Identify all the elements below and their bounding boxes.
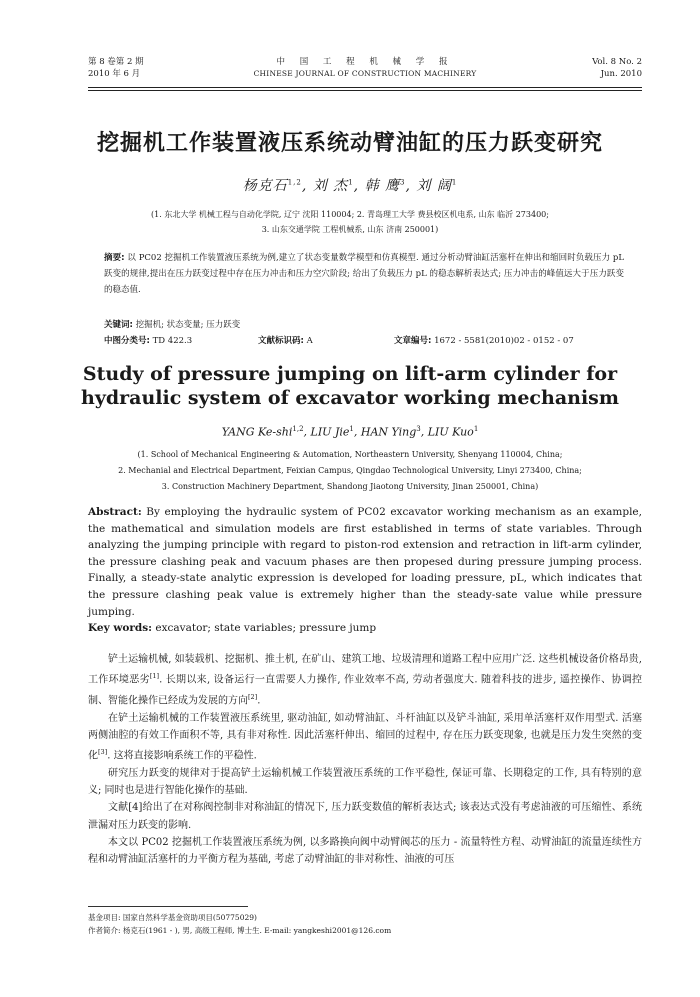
abstract-en <box>88 504 642 620</box>
footnote-rule <box>88 906 248 907</box>
date-cn: 2010 年 6 月 <box>88 69 141 79</box>
body-text <box>88 651 642 869</box>
affiliation-line: 3. 山东交通学院 工程机械系, 山东 济南 250001) <box>261 225 439 234</box>
keywords-en-text: excavator; state variables; pressure jump <box>155 622 377 634</box>
authors-cn: 杨克石$^{1,2}$, 刘 杰$^1$, 韩 鹰$^3$, 刘 阔$^1$ <box>242 178 458 194</box>
header-right <box>592 56 642 80</box>
title-en-line: hydraulic system of excavator working mechanism <box>81 387 619 409</box>
author-sup: 1 <box>451 178 458 187</box>
keywords-en <box>88 620 642 636</box>
body-paragraph: 铲土运输机械, 如装载机、挖掘机、推土机, 在矿山、建筑工地、垃圾清理和道路工程中应用广泛. 这些机械设备价格昂贵, 工作环境恶劣[1]. 长期以来, 设备运行一直需要人力操作, 作业效率不高, 劳动者强度大. 随着科技的进步, 遥控操作、协调控制、智能化操作已经成为发展的方向[2]. <box>88 654 642 707</box>
affiliations-en <box>0 447 700 495</box>
keywords-cn-text: 挖掘机; 状态变量; 压力跃变 <box>135 320 241 330</box>
article-number-value: 1672 - 5581(2010)02 - 0152 - 07 <box>434 336 574 346</box>
affiliation-line: (1. 东北大学 机械工程与自动化学院, 辽宁 沈阳 110004; 2. 青岛理工大学 费县校区机电系, 山东 临沂 273400; <box>151 210 549 219</box>
body-paragraph: 在铲土运输机械的工作装置液压系统里, 驱动油缸, 如动臂油缸、斗杆油缸以及铲斗油缸, 采用单活塞杆双作用型式. 活塞两侧油腔的有效工作面积不等, 具有非对称性. 因此活塞杆伸出、缩回的过程中, 存在压力跃变现象, 也就是压力发生突然的变化[3]. 这将直接影响系统工作的平稳性. <box>88 712 642 762</box>
affiliations-cn <box>0 207 700 237</box>
issue-cn: 第 8 卷第 2 期 <box>88 57 144 67</box>
citation: [1] <box>149 672 160 681</box>
journal-name-en: CHINESE JOURNAL OF CONSTRUCTION MACHINERY <box>253 69 477 78</box>
issue-en: Vol. 8 No. 2 <box>592 57 642 67</box>
clc-value: TD 422.3 <box>152 336 193 346</box>
author-en: HAN Ying <box>360 425 417 439</box>
title-en-line: Study of pressure jumping on lift-arm cylinder for <box>82 363 618 385</box>
author-en: YANG Ke-shi <box>221 425 293 439</box>
affiliation-line: 2. Mechanial and Electrical Department, Feixian Campus, Qingdao Technological University, Linyi 273400, China; <box>118 466 582 475</box>
abstract-en-label: Abstract: <box>88 506 142 518</box>
author-sup: 3 <box>416 425 421 433</box>
author-sup: 1,2 <box>292 425 304 433</box>
body-paragraph: 文献[4]给出了在对称阀控制非对称油缸的情况下, 压力跃变数值的解析表达式; 该表达式没有考虑油液的可压缩性、系统泄漏对压力跃变的影响. <box>88 802 642 831</box>
author-cn: 杨克石 <box>242 178 288 194</box>
clc-label: 中图分类号: <box>104 336 150 346</box>
author-cn: 韩 鹰 <box>364 178 401 194</box>
abstract-en-text: By employing the hydraulic system of PC02 excavator working mechanism as an example, the mathematical and simulation models are first established in terms of state variables. Through analyzing the jumping principle with regard to piston-rod extension and retraction in lift-arm cylinder, the pressure clashing peak and vacuum phases are then propesed during pressure jumping process. Finally, a steady-state analytic expression is developed for loading pressure, pL, which indicates that the pressure clashing peak value is extremely higher than the steady-sate value while pressure jumping. <box>88 506 642 618</box>
header-rule-thin <box>88 90 642 91</box>
author-en: LIU Jie <box>310 425 350 439</box>
author-sup: 1 <box>348 178 354 187</box>
title-en <box>40 362 660 410</box>
footnotes <box>88 911 642 937</box>
abstract-cn-text: 以 PC02 挖掘机工作装置液压系统为例,建立了状态变量数学模型和仿真模型. 通过分析动臂油缸活塞杆在伸出和缩回时负载压力 pL 跃变的规律,提出在压力跃变过程中存在压力冲击和压力空穴阶段; 给出了负载压力 pL 的稳态解析表达式; 压力冲击的峰值远大于压力跃变的稳态值. <box>104 253 625 295</box>
author-cn: 刘 杰 <box>312 178 349 194</box>
keywords-cn <box>104 318 624 333</box>
affiliation-line: (1. School of Mechanical Engineering & Automation, Northeastern University, Shenyang 110004, China; <box>137 450 563 459</box>
header-rule-thick <box>88 87 642 88</box>
author-sup: 3 <box>400 178 406 187</box>
author-sup: 1 <box>349 425 354 433</box>
author-en: LIU Kuo <box>427 425 474 439</box>
author-sup: 1 <box>473 425 479 433</box>
footnote-fund: 基金项目: 国家自然科学基金资助项目(50775029) <box>88 913 257 922</box>
body-paragraph: 研究压力跃变的规律对于提高铲土运输机械工作装置液压系统的工作平稳性, 保证可靠、长期稳定的工作, 具有特别的意义; 同时也是进行智能化操作的基础. <box>88 767 642 797</box>
abstract-cn-label: 摘要: <box>104 253 125 263</box>
body-paragraph: 本文以 PC02 挖掘机工作装置液压系统为例, 以多路换向阀中动臂阀芯的压力 - 流量特性方程、动臂油缸的流量连续性方程和动臂油缸活塞杆的力平衡方程为基础, 考虑了动臂油缸的非对称性、油液的可压 <box>88 836 642 866</box>
citation: [3] <box>98 748 108 757</box>
title-cn: 挖掘机工作装置液压系统动臂油缸的压力跃变研究 <box>96 131 603 156</box>
article-number-item <box>394 334 574 349</box>
date-en: Jun. 2010 <box>600 69 642 79</box>
clc-item <box>104 334 192 349</box>
abstract-cn <box>104 250 624 298</box>
citation: [2] <box>248 692 258 701</box>
doc-code-label: 文献标识码: <box>258 336 304 346</box>
article-number-label: 文章编号: <box>394 336 432 346</box>
doc-code-value: A <box>306 336 313 346</box>
keywords-en-label: Key words: <box>88 622 153 634</box>
journal-name-cn: 中 国 工 程 机 械 学 报 <box>276 57 454 67</box>
affiliation-line: 3. Construction Machinery Department, Shandong Jiaotong University, Jinan 250001, China) <box>161 482 539 491</box>
author-sup: 1,2 <box>287 178 302 187</box>
author-cn: 刘 阔 <box>416 178 452 194</box>
keywords-cn-label: 关键词: <box>104 320 133 330</box>
running-header <box>88 56 642 86</box>
footnote-author: 作者简介: 杨克石(1961 - ), 男, 高级工程师, 博士生. E-mail: yangkeshi2001@126.com <box>88 926 392 935</box>
authors-en: YANG Ke-shi$^{1,2}$, LIU Jie$^1$, HAN Ying$^3$, LIU Kuo$^1$ <box>221 425 479 439</box>
header-center <box>88 56 642 80</box>
doc-code-item <box>258 334 313 349</box>
